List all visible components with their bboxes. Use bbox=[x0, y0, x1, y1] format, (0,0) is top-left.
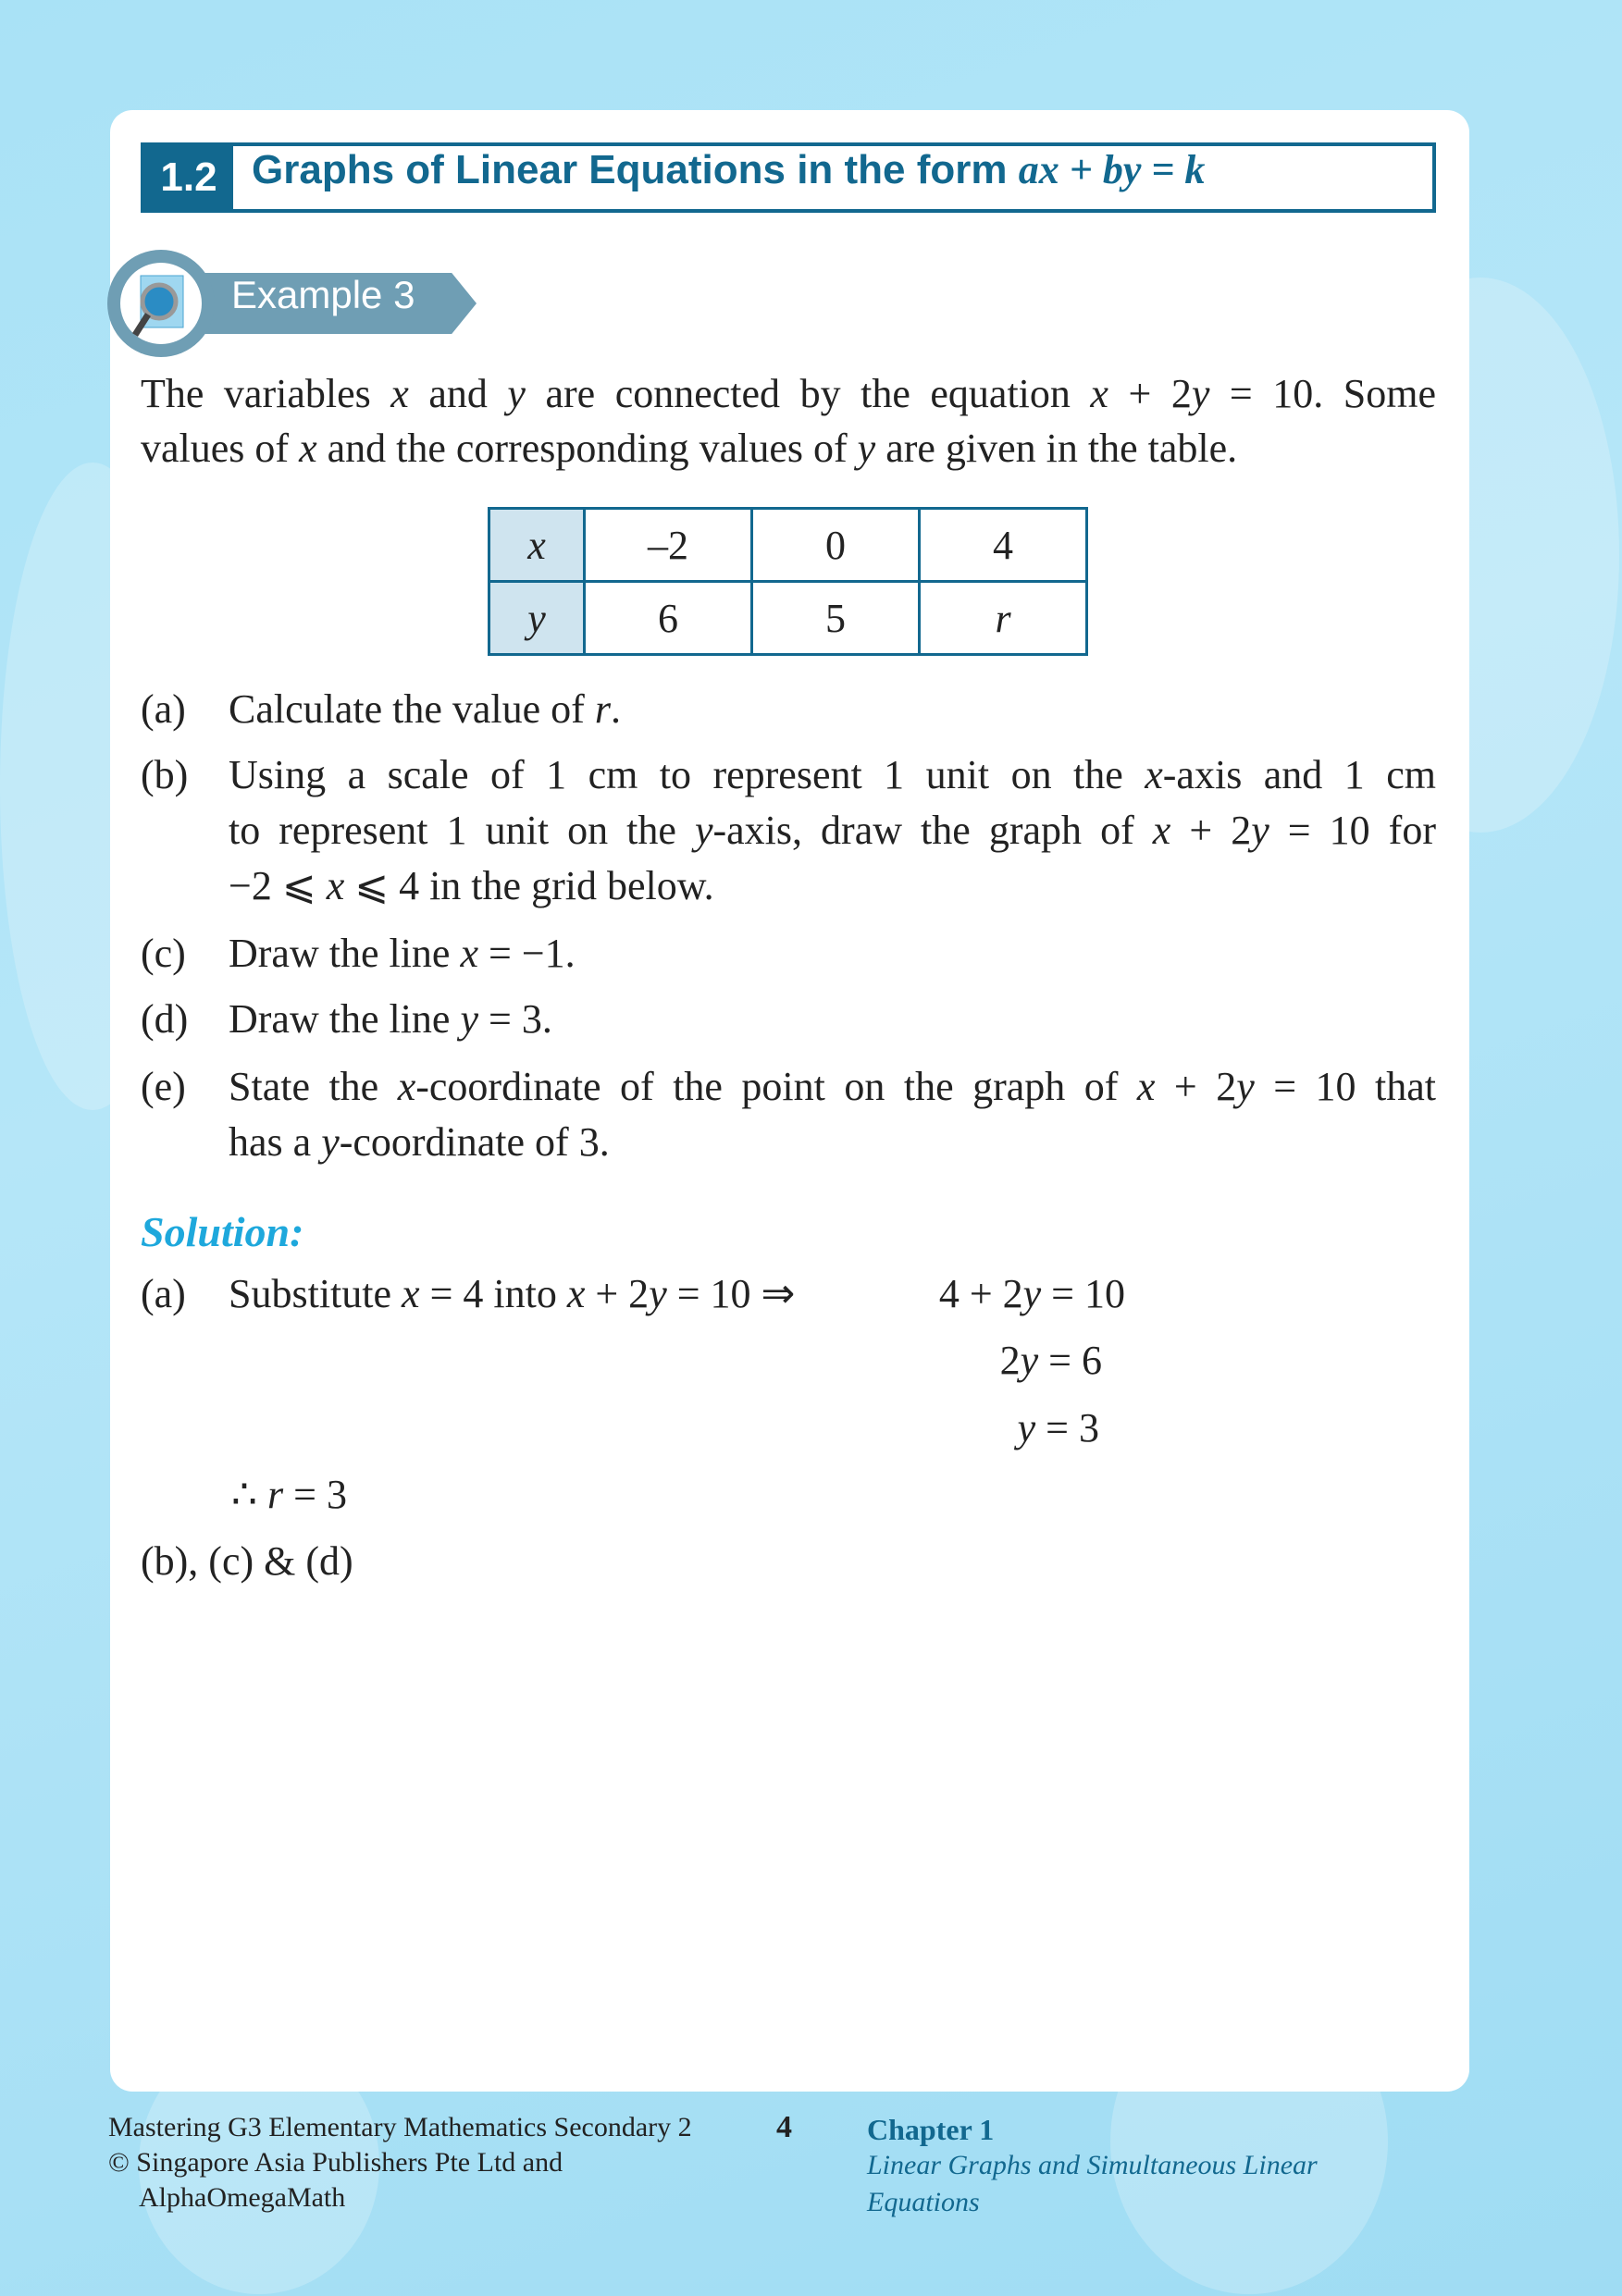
part-d-text bbox=[229, 995, 552, 1043]
page-number: 4 bbox=[776, 2110, 792, 2144]
text-segment: −2 ⩽ bbox=[229, 863, 327, 908]
text-segment: = 4 into bbox=[419, 1271, 567, 1316]
text-segment: Using a scale of 1 cm to represent 1 unit on the bbox=[229, 752, 1145, 797]
solution-a-substitute bbox=[229, 1270, 795, 1318]
solution-bcd-label: (b), (c) & (d) bbox=[141, 1538, 353, 1584]
part-c-text bbox=[229, 930, 576, 978]
section-title-text: Graphs of Linear Equations in the form bbox=[252, 147, 1019, 192]
footer-book-title: Mastering G3 Elementary Mathematics Secondary 2 bbox=[108, 2112, 692, 2142]
footer-copyright: AlphaOmegaMath bbox=[139, 2182, 346, 2213]
text-segment: Substitute bbox=[229, 1271, 402, 1316]
math-variable: x bbox=[1145, 752, 1163, 797]
math-variable: y bbox=[507, 371, 526, 416]
solution-a-result bbox=[231, 1471, 347, 1519]
math-variable: y bbox=[1022, 1271, 1042, 1316]
text-segment: and the corresponding values of bbox=[316, 426, 858, 471]
math-variable: y bbox=[460, 996, 478, 1042]
text-segment: + 2 bbox=[585, 1271, 650, 1316]
table-cell: –2 bbox=[585, 509, 752, 582]
values-table bbox=[488, 507, 1088, 656]
chapter-title: Equations bbox=[867, 2187, 980, 2217]
math-variable: r bbox=[267, 1472, 284, 1517]
text-segment: + 2 bbox=[1155, 1064, 1237, 1109]
math-variable: y bbox=[1251, 808, 1269, 853]
math-variable: y bbox=[1236, 1064, 1255, 1109]
math-variable: x bbox=[1136, 1064, 1156, 1109]
math-variable: y bbox=[857, 426, 876, 471]
math-variable: x bbox=[566, 1271, 586, 1316]
text-segment: -axis and 1 cm bbox=[1162, 752, 1436, 797]
text-segment: . bbox=[610, 686, 621, 732]
math-variable: x bbox=[299, 426, 317, 471]
table-header-y: y bbox=[489, 582, 585, 655]
text-segment: -coordinate of 3. bbox=[339, 1119, 610, 1165]
part-c-label: (c) bbox=[141, 931, 186, 976]
section-heading bbox=[141, 142, 1436, 213]
text-segment: = 10 for bbox=[1269, 808, 1436, 853]
part-d-label: (d) bbox=[141, 996, 189, 1042]
text-segment: = 10 ⇒ bbox=[666, 1271, 796, 1316]
section-title-math: ax + by = k bbox=[1018, 147, 1206, 192]
part-e-label: (e) bbox=[141, 1064, 186, 1109]
math-variable: x bbox=[397, 1064, 416, 1109]
math-variable: y bbox=[1191, 371, 1210, 416]
text-segment: + 2 bbox=[1170, 808, 1252, 853]
solution-a-step bbox=[1000, 1337, 1102, 1385]
part-b-text bbox=[229, 862, 714, 910]
table-row bbox=[489, 582, 1087, 655]
magnifier-globe-icon bbox=[120, 263, 202, 344]
text-segment: values of bbox=[141, 426, 300, 471]
solution-heading: Solution: bbox=[141, 1208, 304, 1255]
text-segment: 2 bbox=[999, 1338, 1021, 1383]
table-cell: 5 bbox=[752, 582, 920, 655]
intro-line bbox=[141, 425, 1237, 473]
table-cell: 6 bbox=[585, 582, 752, 655]
part-b-label: (b) bbox=[141, 752, 189, 797]
text-segment: = 3. bbox=[478, 996, 552, 1042]
text-segment: = 10 bbox=[1041, 1271, 1125, 1316]
part-b-text bbox=[229, 751, 1436, 799]
text-segment: ⩽ 4 in the grid below. bbox=[344, 863, 714, 908]
math-variable: y bbox=[1020, 1338, 1039, 1383]
math-variable: y bbox=[1017, 1405, 1036, 1450]
part-a-label: (a) bbox=[141, 686, 186, 732]
text-segment: = −1. bbox=[478, 931, 576, 976]
text-segment: and bbox=[408, 371, 508, 416]
text-segment: -coordinate of the point on the graph of bbox=[415, 1064, 1137, 1109]
math-variable: y bbox=[649, 1271, 667, 1316]
solution-a-label: (a) bbox=[141, 1271, 186, 1316]
example-label: Example 3 bbox=[231, 273, 415, 316]
text-segment: are given in the table. bbox=[875, 426, 1238, 471]
text-segment: -axis, draw the graph of bbox=[712, 808, 1153, 853]
table-cell: 0 bbox=[752, 509, 920, 582]
text-segment: The variables bbox=[141, 371, 391, 416]
text-segment: Draw the line bbox=[229, 931, 461, 976]
part-b-text bbox=[229, 807, 1436, 855]
math-variable: x bbox=[1090, 371, 1108, 416]
math-variable: x bbox=[390, 371, 409, 416]
section-title bbox=[252, 146, 1205, 193]
text-segment: = 10 that bbox=[1254, 1064, 1436, 1109]
footer-copyright: © Singapore Asia Publishers Pte Ltd and bbox=[108, 2147, 563, 2178]
chapter-title: Linear Graphs and Simultaneous Linear bbox=[867, 2150, 1318, 2180]
math-variable: x bbox=[1152, 808, 1171, 853]
math-variable: x bbox=[402, 1271, 420, 1316]
text-segment: = 10. Some bbox=[1209, 371, 1436, 416]
table-row bbox=[489, 509, 1087, 582]
part-e-text bbox=[229, 1063, 1436, 1111]
text-segment: = 3 bbox=[1035, 1405, 1099, 1450]
table-cell: r bbox=[920, 582, 1087, 655]
table-header-x: x bbox=[489, 509, 585, 582]
text-segment: = 6 bbox=[1038, 1338, 1102, 1383]
intro-line bbox=[141, 370, 1436, 418]
part-a-text bbox=[229, 685, 621, 734]
math-variable: x bbox=[460, 931, 478, 976]
table-cell: 4 bbox=[920, 509, 1087, 582]
math-variable: y bbox=[694, 808, 713, 853]
text-segment: ∴ bbox=[231, 1472, 267, 1517]
solution-a-step bbox=[1018, 1404, 1099, 1452]
text-segment: Draw the line bbox=[229, 996, 461, 1042]
part-e-text bbox=[229, 1118, 610, 1167]
text-segment: 4 + 2 bbox=[938, 1271, 1023, 1316]
section-number: 1.2 bbox=[144, 146, 233, 209]
text-segment: are connected by the equation bbox=[525, 371, 1091, 416]
text-segment: Calculate the value of bbox=[229, 686, 595, 732]
text-segment: State the bbox=[229, 1064, 398, 1109]
text-segment: has a bbox=[229, 1119, 322, 1165]
math-variable: x bbox=[326, 863, 345, 908]
chapter-number: Chapter 1 bbox=[867, 2113, 995, 2146]
text-segment: = 3 bbox=[283, 1472, 347, 1517]
text-segment: + 2 bbox=[1108, 371, 1192, 416]
math-variable: r bbox=[594, 686, 611, 732]
math-variable: y bbox=[321, 1119, 340, 1165]
text-segment: to represent 1 unit on the bbox=[229, 808, 695, 853]
solution-a-step bbox=[939, 1270, 1125, 1318]
